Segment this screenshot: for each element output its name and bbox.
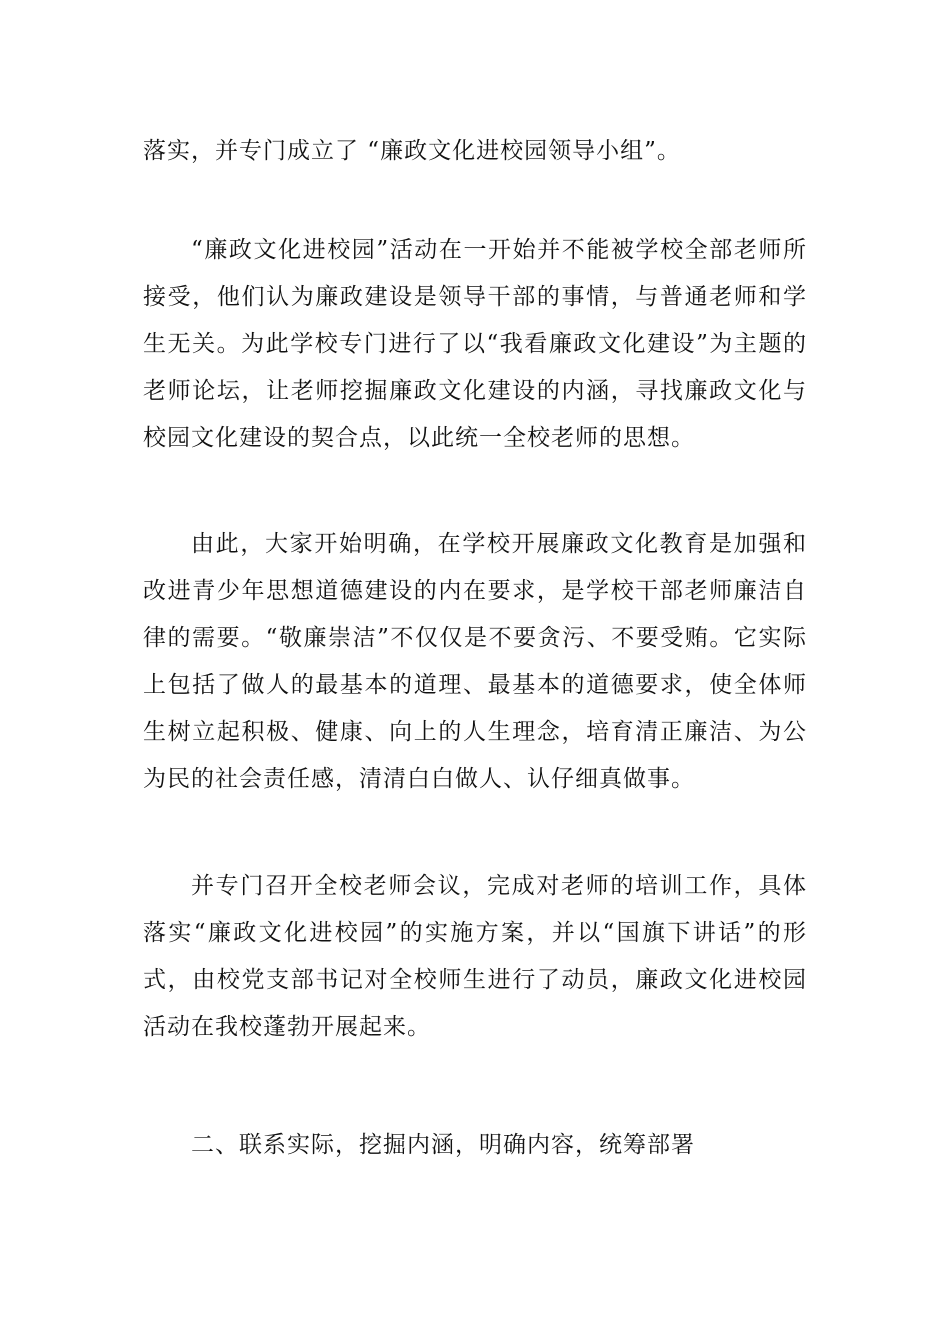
paragraph-teacher-meeting: 并专门召开全校老师会议，完成对老师的培训工作，具体落实“廉政文化进校园”的实施方案，并以“国旗下讲话”的形式，由校党支部书记对全校师生进行了动员，廉政文化进校园活动在我校蓬勃开展起来。	[143, 873, 807, 1040]
paragraph-teacher-forum: “廉政文化进校园”活动在一开始并不能被学校全部老师所接受，他们认为廉政建设是领导干部的事情，与普通老师和学生无关。为此学校专门进行了以“我看廉政文化建设”为主题的老师论坛，让老师挖掘廉政文化建设的内涵，寻找廉政文化与校园文化建设的契合点，以此统一全校老师的思想。	[143, 237, 807, 451]
paragraph-continuation: 落实，并专门成立了 “廉政文化进校园领导小组”。	[143, 138, 681, 164]
section-heading: 二、联系实际，挖掘内涵，明确内容，统筹部署	[191, 1132, 695, 1158]
paragraph-clean-education: 由此，大家开始明确，在学校开展廉政文化教育是加强和改进青少年思想道德建设的内在要求，是学校干部老师廉洁自律的需要。“敬廉崇洁”不仅仅是不要贪污、不要受贿。它实际上包括了做人的最基本的道理、最基本的道德要求，使全体师生树立起积极、健康、向上的人生理念，培育清正廉洁、为公为民的社会责任感，清清白白做人、认仔细真做事。	[143, 531, 807, 792]
